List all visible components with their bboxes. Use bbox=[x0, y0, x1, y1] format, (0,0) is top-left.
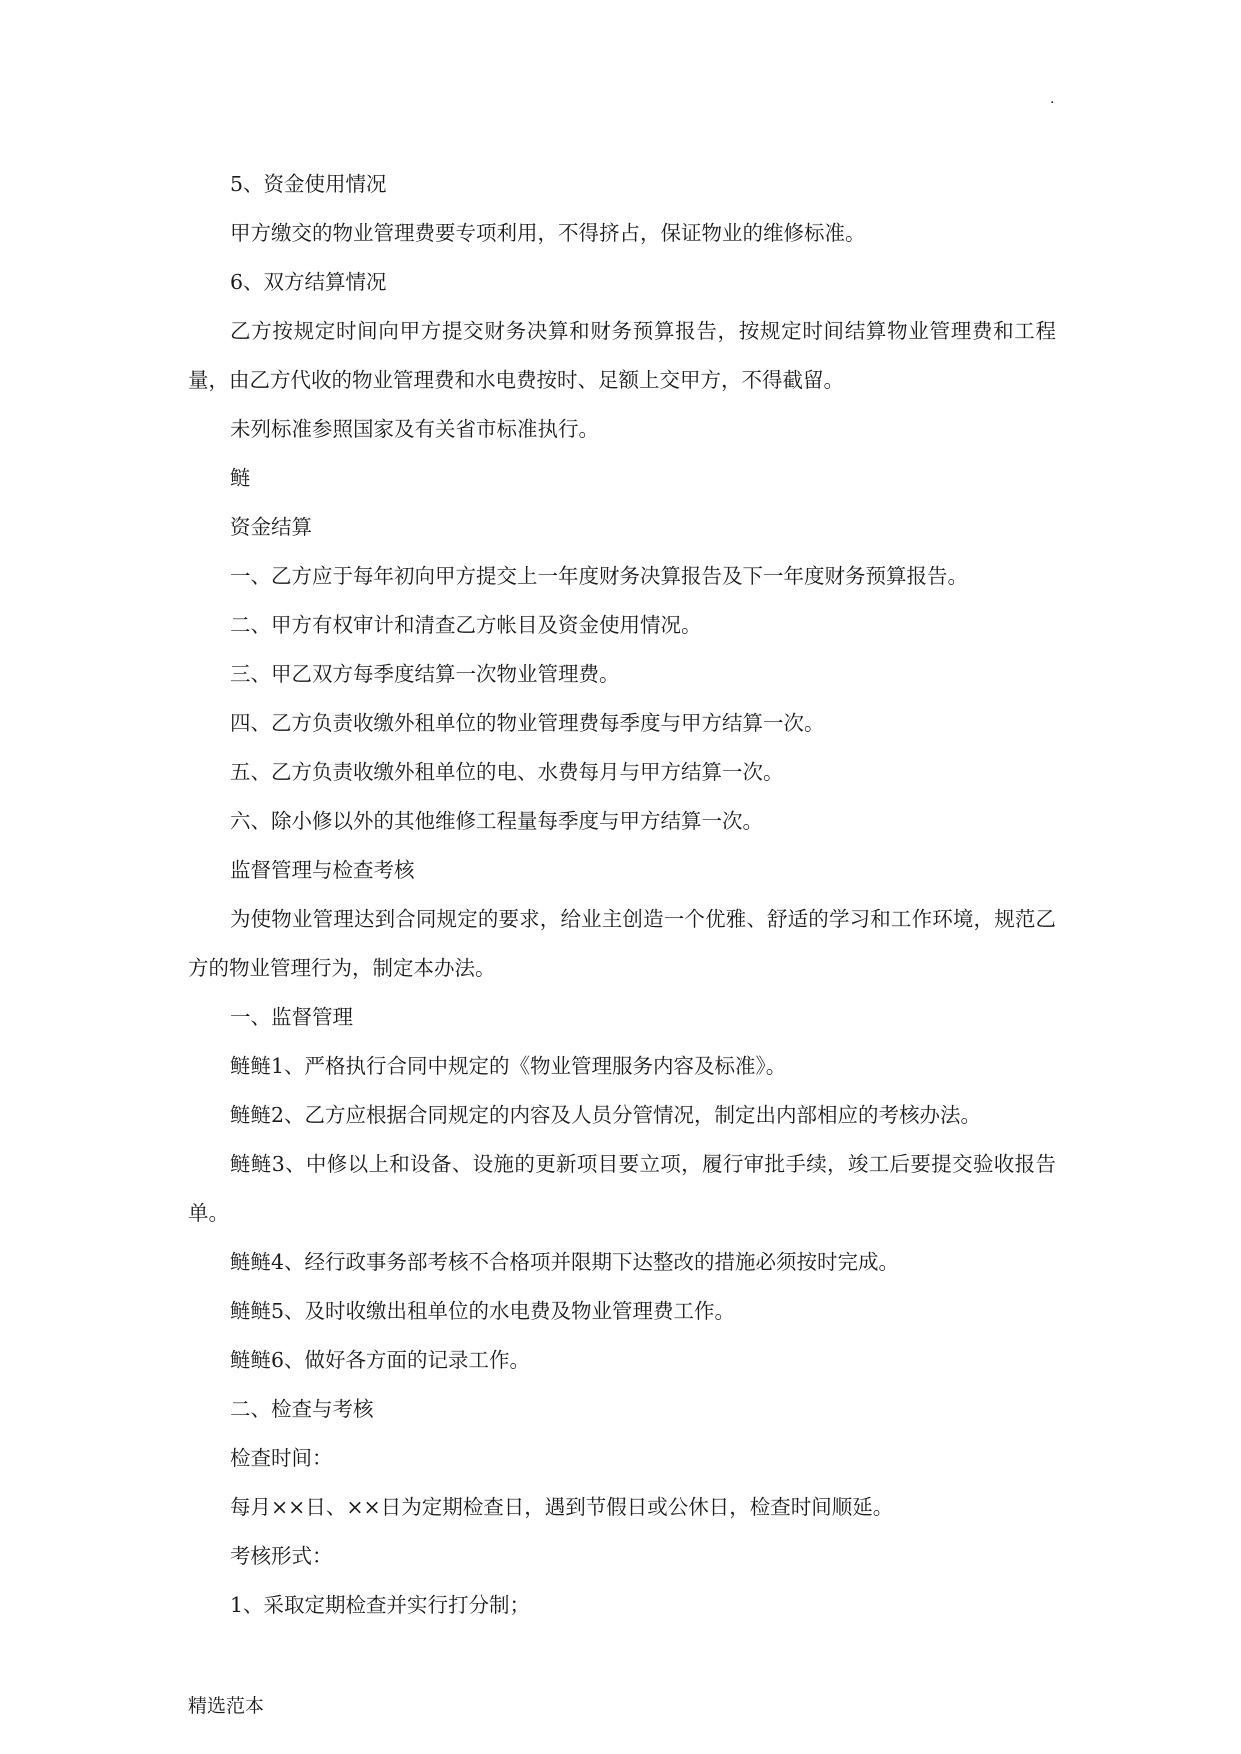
paragraph: 鲢鲢4、经行政事务部考核不合格项并限期下达整改的措施必须按时完成。 bbox=[230, 1250, 900, 1274]
paragraph: 三、甲乙双方每季度结算一次物业管理费。 bbox=[230, 662, 620, 686]
paragraph: 鲢鲢1、严格执行合同中规定的《物业管理服务内容及标准》。 bbox=[230, 1054, 787, 1078]
paragraph: 5、资金使用情况 bbox=[230, 172, 387, 196]
paragraph: 1、采取定期检查并实行打分制； bbox=[230, 1593, 531, 1617]
page-header-mark: . bbox=[1050, 91, 1055, 107]
paragraph: 鲢鲢3、中修以上和设备、设施的更新项目要立项，履行审批手续，竣工后要提交验收报告单。 bbox=[188, 1152, 1056, 1225]
paragraph: 考核形式： bbox=[230, 1544, 333, 1568]
section-heading: 监督管理与检查考核 bbox=[230, 858, 415, 882]
paragraph: 鲢鲢6、做好各方面的记录工作。 bbox=[230, 1348, 531, 1372]
paragraph: 一、乙方应于每年初向甲方提交上一年度财务决算报告及下一年度财务预算报告。 bbox=[230, 564, 968, 588]
paragraph: 鲢 bbox=[230, 466, 251, 490]
paragraph: 五、乙方负责收缴外租单位的电、水费每月与甲方结算一次。 bbox=[230, 760, 784, 784]
paragraph: 乙方按规定时间向甲方提交财务决算和财务预算报告，按规定时间结算物业管理费和工程量，由乙方代收的物业管理费和水电费按时、足额上交甲方，不得截留。 bbox=[188, 319, 1056, 392]
paragraph: 二、甲方有权审计和清查乙方帐目及资金使用情况。 bbox=[230, 613, 702, 637]
paragraph: 甲方缴交的物业管理费要专项利用，不得挤占，保证物业的维修标准。 bbox=[230, 221, 866, 245]
page-footer: 精选范本 bbox=[188, 1695, 265, 1717]
paragraph: 鲢鲢5、及时收缴出租单位的水电费及物业管理费工作。 bbox=[230, 1299, 736, 1323]
paragraph: 二、检查与考核 bbox=[230, 1397, 374, 1421]
paragraph: 未列标准参照国家及有关省市标准执行。 bbox=[230, 417, 599, 441]
paragraph: 六、除小修以外的其他维修工程量每季度与甲方结算一次。 bbox=[230, 809, 763, 833]
section-heading: 资金结算 bbox=[230, 515, 312, 539]
paragraph: 四、乙方负责收缴外租单位的物业管理费每季度与甲方结算一次。 bbox=[230, 711, 825, 735]
paragraph: 每月××日、××日为定期检查日，遇到节假日或公休日，检查时间顺延。 bbox=[230, 1495, 894, 1519]
paragraph: 6、双方结算情况 bbox=[230, 270, 387, 294]
paragraph: 一、监督管理 bbox=[230, 1005, 353, 1029]
paragraph: 为使物业管理达到合同规定的要求，给业主创造一个优雅、舒适的学习和工作环境，规范乙方的物业管理行为，制定本办法。 bbox=[188, 907, 1056, 980]
document-body bbox=[188, 160, 1056, 1630]
paragraph: 检查时间： bbox=[230, 1446, 333, 1470]
paragraph: 鲢鲢2、乙方应根据合同规定的内容及人员分管情况，制定出内部相应的考核办法。 bbox=[230, 1103, 982, 1127]
